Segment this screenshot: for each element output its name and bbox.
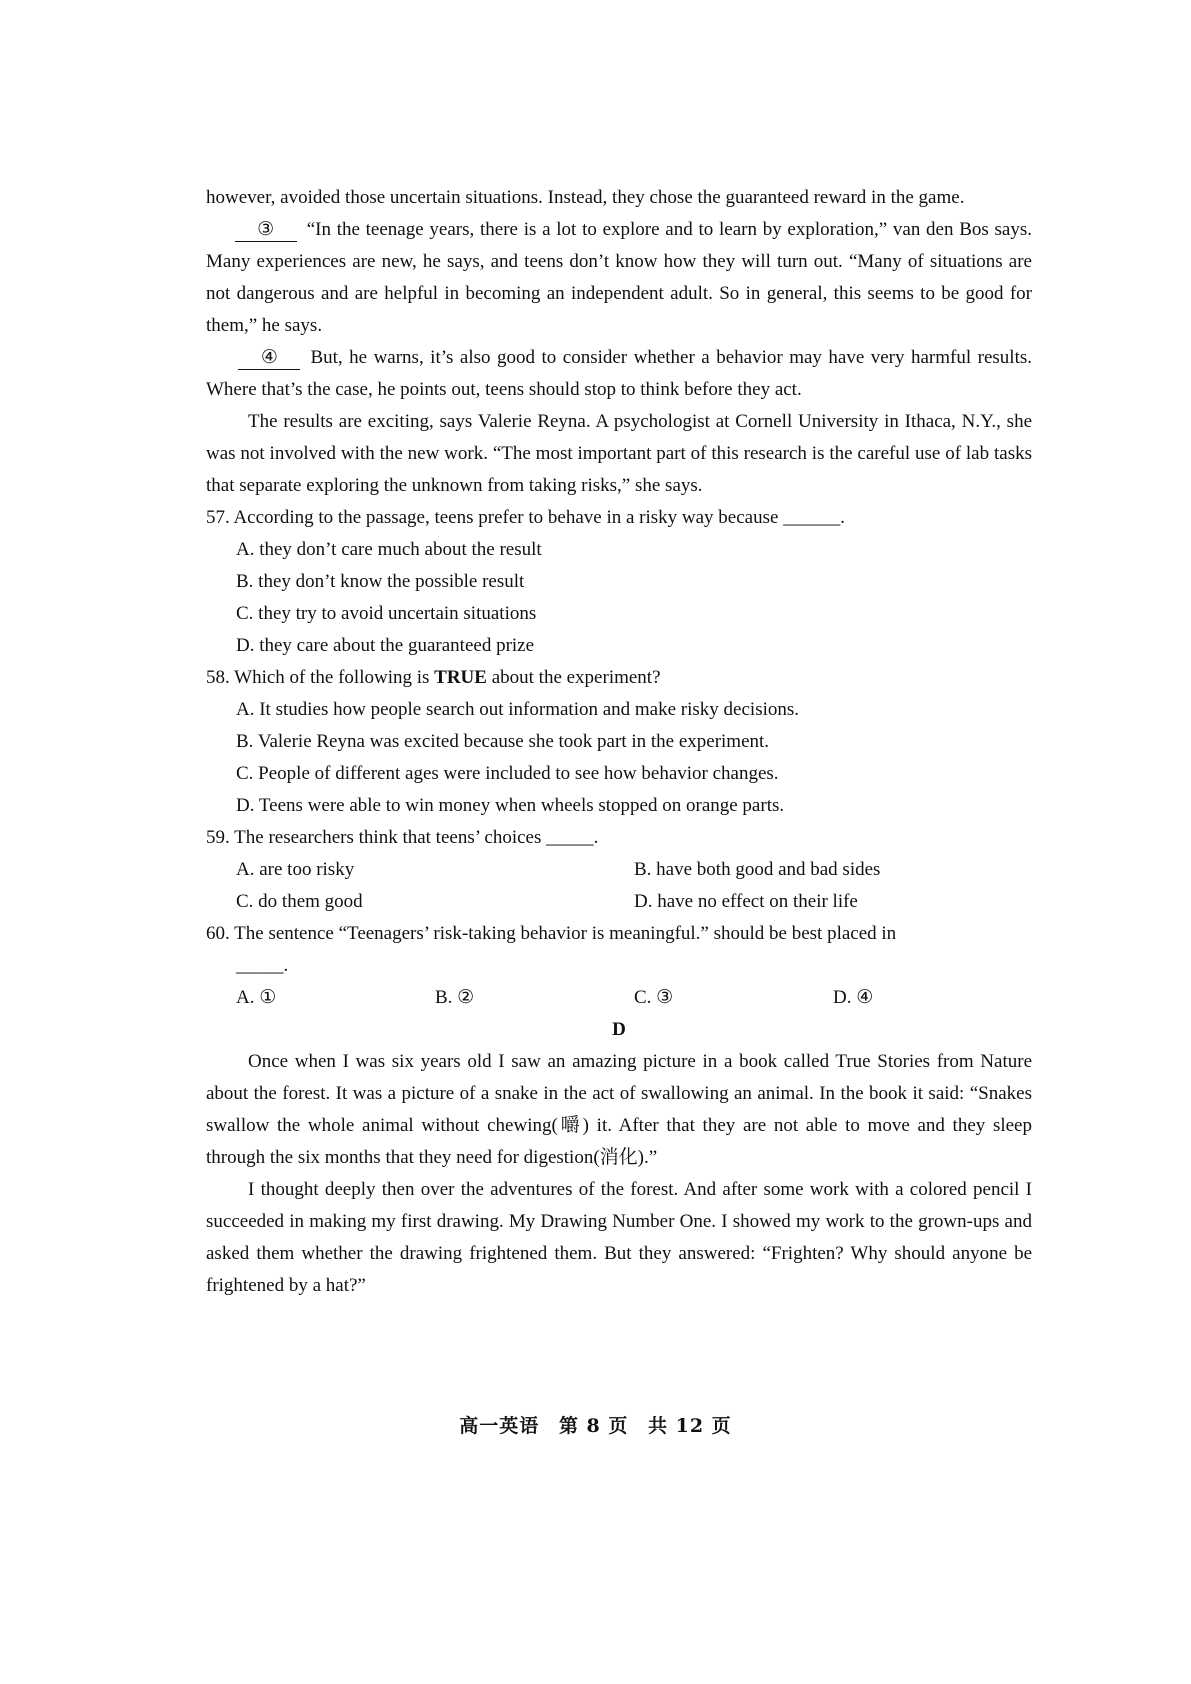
question-57-stem <box>206 502 1032 534</box>
question-58-text-pre: 58. Which of the following is <box>206 667 430 688</box>
question-59-text: 59. The researchers think that teens’ choices <box>206 827 542 848</box>
passage-c-paragraph-3: The results are exciting, says Valerie Reyna. A psychologist at Cornell University in Ithaca, N.Y., she was not involved with the new work. “The most important part of this research is the careful use of lab tasks that separate exploring the unknown from taking risks,” she says. <box>206 411 1032 496</box>
question-58-emphasis: TRUE <box>434 667 487 688</box>
question-57-text: 57. According to the passage, teens prefer to behave in a risky way because <box>206 507 779 528</box>
blank-marker-4: ④ <box>238 347 300 370</box>
question-59-option-c: C. do them good <box>236 891 363 912</box>
question-59-option-a: A. are too risky <box>236 859 355 880</box>
question-58-option-b: B. Valerie Reyna was excited because she took part in the experiment. <box>236 731 770 752</box>
footer-page-number: 第 8 页 <box>558 1415 629 1437</box>
page-footer <box>0 1411 1191 1438</box>
question-57-blank: ______ <box>783 507 841 528</box>
question-57-option-b: B. they don’t know the possible result <box>236 571 525 592</box>
footer-total-pages: 共 12 页 <box>648 1415 732 1437</box>
question-59-tail: . <box>593 827 599 848</box>
question-58 <box>206 662 1032 822</box>
question-60-blank: _____ <box>236 955 284 976</box>
question-60-option-b: B. ② <box>435 987 475 1008</box>
question-59-options-row-1 <box>206 854 1032 886</box>
question-60-option-c: C. ③ <box>634 987 674 1008</box>
question-57-option-c: C. they try to avoid uncertain situations <box>236 603 537 624</box>
passage-c-paragraph-0: however, avoided those uncertain situations. Instead, they chose the guaranteed reward in the game. <box>206 187 965 208</box>
passage-c-paragraph-2 <box>206 342 1032 406</box>
question-60-option-d: D. ④ <box>833 987 874 1008</box>
question-57-option-d: D. they care about the guaranteed prize <box>236 635 535 656</box>
question-58-text-post: about the experiment? <box>491 667 661 688</box>
passage-d-paragraph-2: I thought deeply then over the adventures of the forest. And after some work with a colored pencil I succeeded in making my first drawing. My Drawing Number One. I showed my work to the grown-ups and asked them whether the drawing frightened them. But they answered: “Frighten? Why should anyone be frightened by a hat?” <box>206 1179 1032 1296</box>
footer-subject: 高一英语 <box>459 1415 540 1437</box>
passage-c-paragraph-2-text: But, he warns, it’s also good to consider whether a behavior may have very harmful results. Where that’s the case, he points out, teens should stop to think before they act. <box>206 347 1032 400</box>
question-60-option-a: A. ① <box>236 987 277 1008</box>
question-57 <box>206 502 1032 662</box>
passage-d-heading: D <box>612 1019 626 1040</box>
passage-d-paragraph-1: Once when I was six years old I saw an amazing picture in a book called True Stories from Nature about the forest. It was a picture of a snake in the act of swallowing an animal. In the book it said: “Snakes swallow the whole animal without chewing(嚼) it. After that they are not able to move and they sleep through the six months that they need for digestion(消化).” <box>206 1051 1032 1168</box>
question-59-option-b: B. have both good and bad sides <box>634 859 881 880</box>
question-59 <box>206 822 1032 918</box>
passage-c-paragraph-1 <box>206 214 1032 342</box>
question-60 <box>206 918 1032 1014</box>
question-59-blank: _____ <box>546 827 594 848</box>
question-58-option-c: C. People of different ages were included to see how behavior changes. <box>236 763 779 784</box>
question-60-options-row <box>206 982 1032 1014</box>
question-60-stem: 60. The sentence “Teenagers’ risk-taking behavior is meaningful.” should be best placed in <box>206 923 897 944</box>
blank-marker-3: ③ <box>235 219 297 242</box>
question-58-option-d: D. Teens were able to win money when wheels stopped on orange parts. <box>236 795 785 816</box>
question-57-option-a: A. they don’t care much about the result <box>236 539 542 560</box>
question-60-tail: . <box>283 955 289 976</box>
question-58-stem <box>206 662 1032 694</box>
question-60-answer-line <box>206 950 1032 982</box>
passage-c-paragraph-1-text: “In the teenage years, there is a lot to explore and to learn by exploration,” van den Bos says. Many experiences are new, he says, and teens don’t know how they will turn out. “Many of situations are not dangerous and are helpful in becoming an independent adult. So in general, this seems to be good for them,” he says. <box>206 219 1033 336</box>
question-59-stem <box>206 822 1032 854</box>
question-59-options-row-2 <box>206 886 1032 918</box>
question-58-option-a: A. It studies how people search out information and make risky decisions. <box>236 699 800 720</box>
question-57-tail: . <box>840 507 845 528</box>
page-content <box>206 182 1032 1302</box>
question-59-option-d: D. have no effect on their life <box>634 891 858 912</box>
